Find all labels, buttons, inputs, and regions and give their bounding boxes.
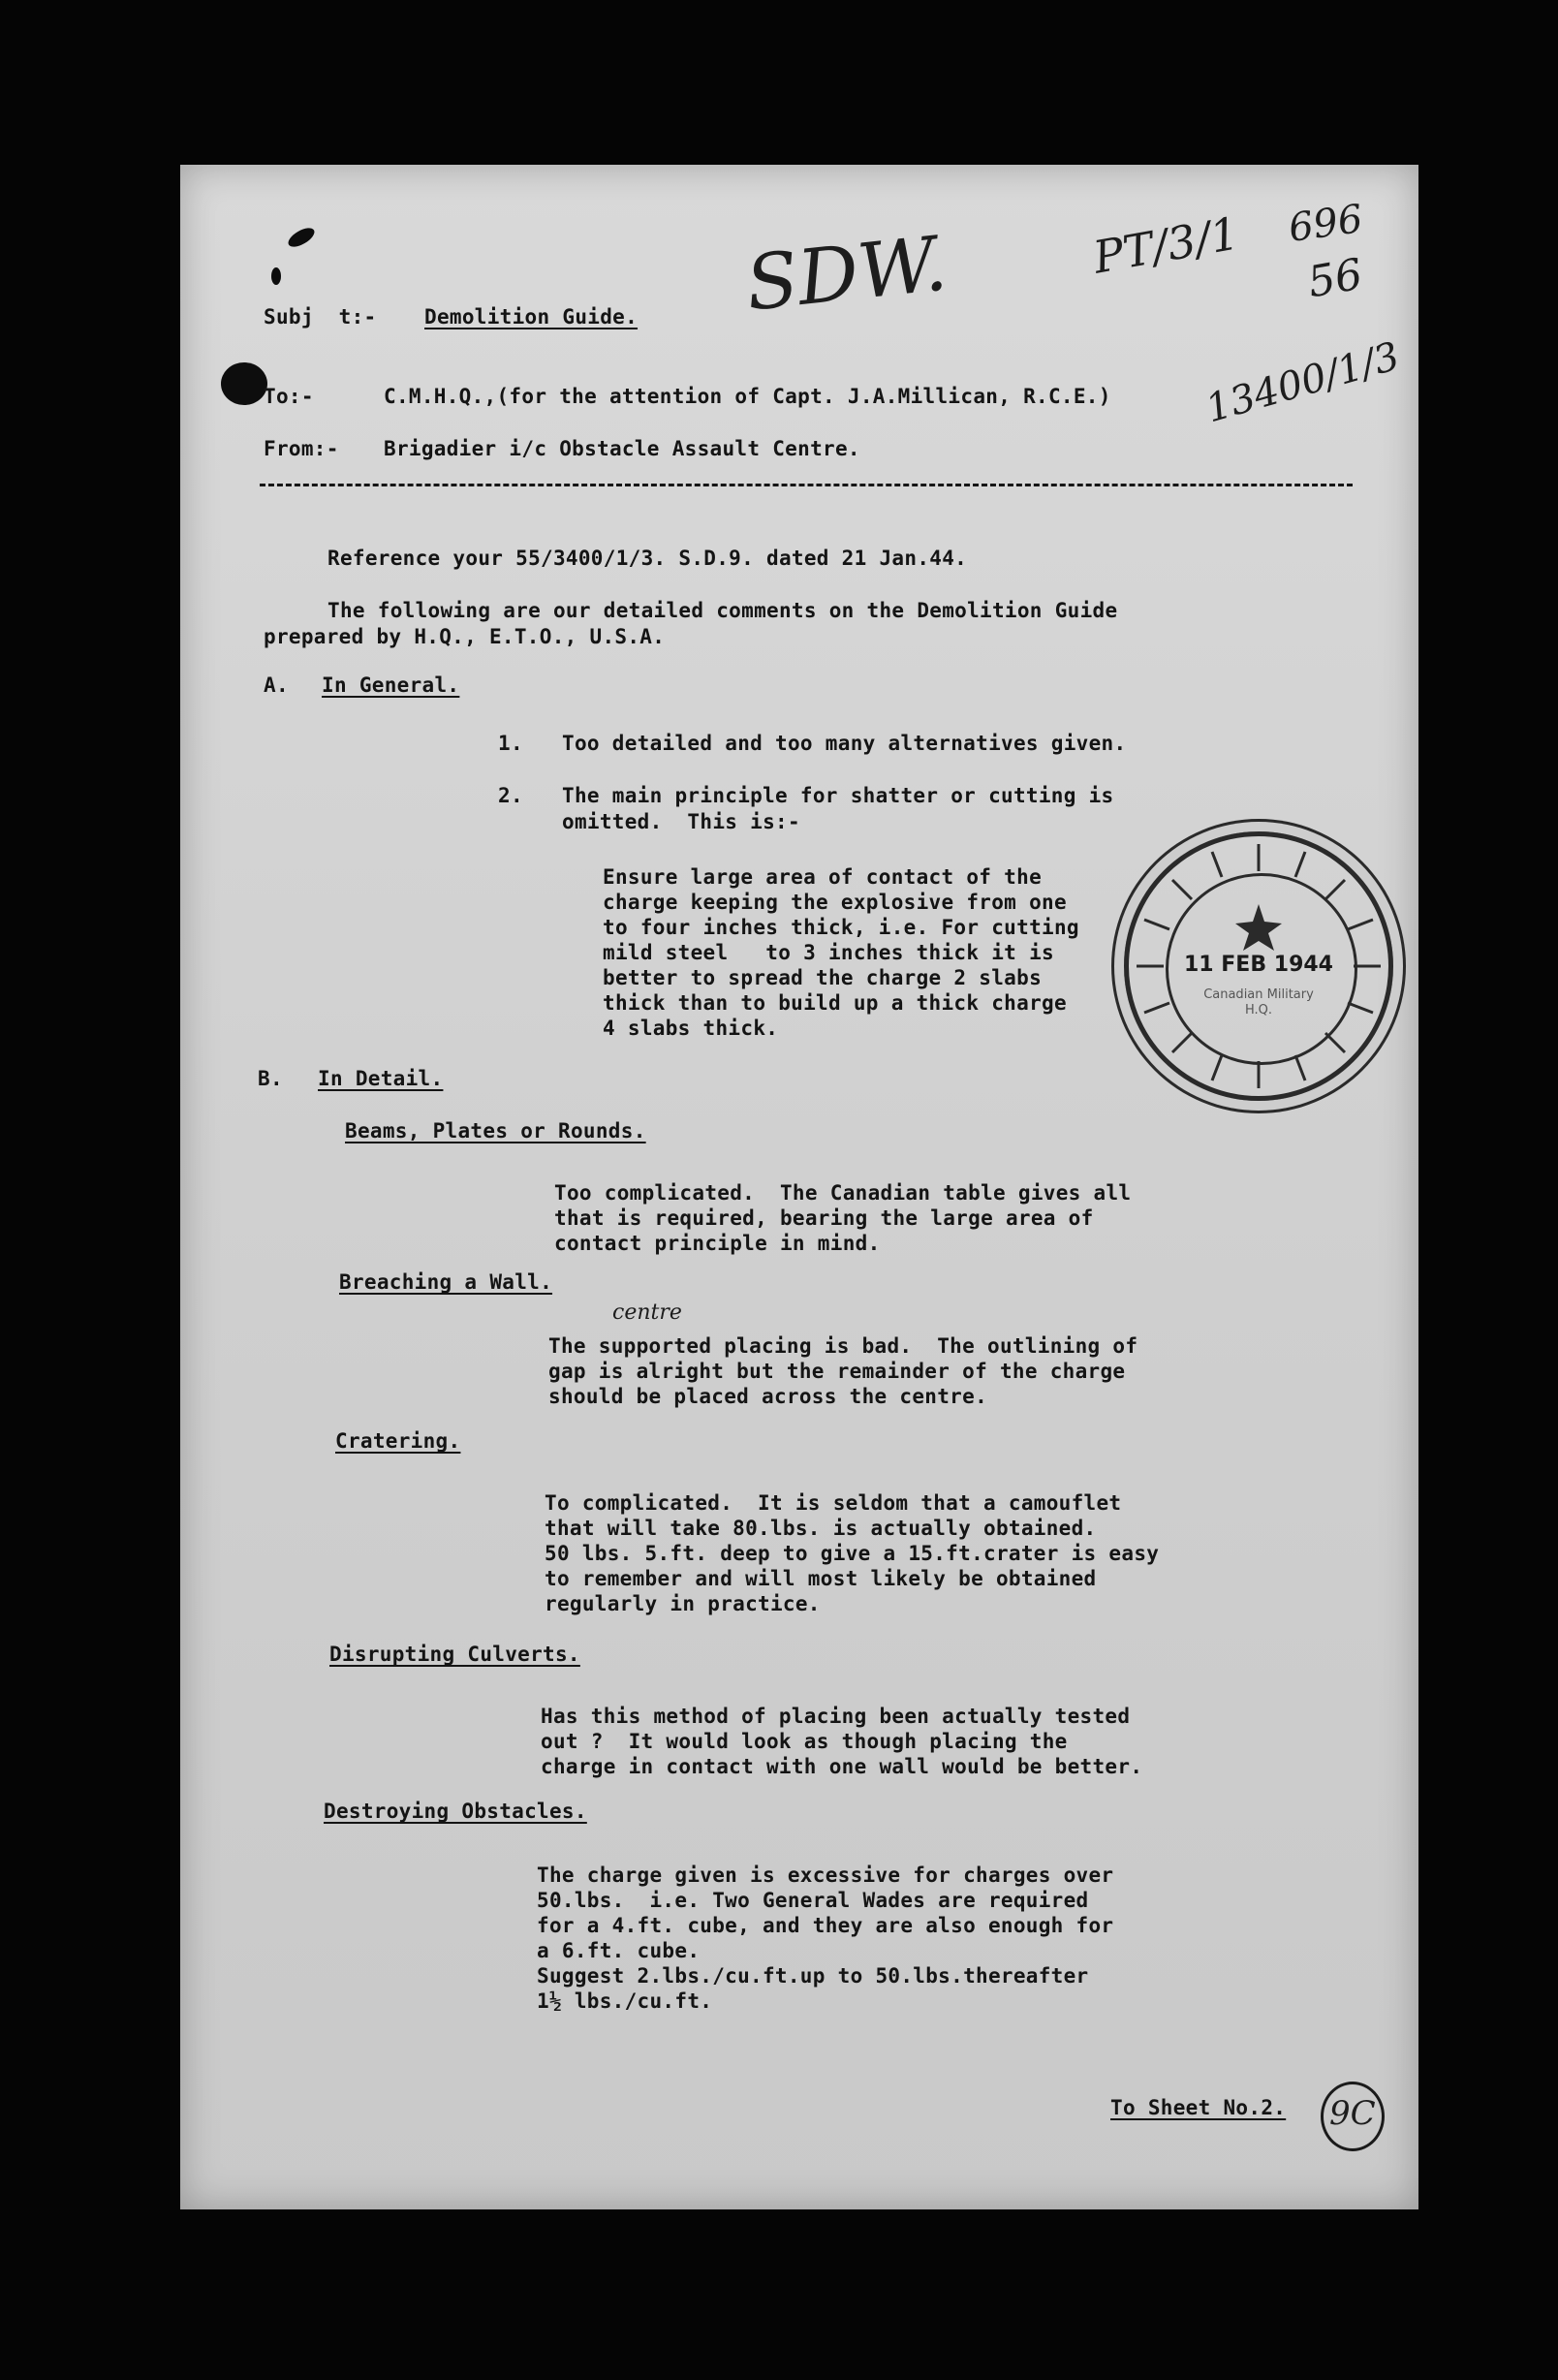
- stamp-text: Canadian Military H.Q.: [1203, 987, 1314, 1018]
- ink-mark: [271, 267, 281, 285]
- page-mark-circle: [1321, 2082, 1385, 2151]
- handwritten-file-ref: PT/3/1: [1089, 206, 1243, 284]
- item-1-text: Too detailed and too many alternatives given.: [562, 732, 1127, 755]
- entry-cratering-line-2: that will take 80.lbs. is actually obtained.: [545, 1517, 1097, 1540]
- date-stamp: [1124, 831, 1393, 1101]
- subject-label: Subj t:-: [264, 305, 377, 329]
- entry-breaching-line-2: gap is alright but the remainder of the charge: [548, 1360, 1126, 1383]
- handwritten-side-ref: 13400/1/3: [1200, 333, 1405, 432]
- entry-cratering-line-3: 50 lbs. 5.ft. deep to give a 15.ft.crater is easy: [545, 1542, 1160, 1565]
- principle-line-2: charge keeping the explosive from one: [603, 891, 1067, 914]
- entry-culverts-line-2: out ? It would look as though placing the: [541, 1730, 1068, 1753]
- section-b-title: In Detail.: [318, 1067, 444, 1090]
- item-2-text-line-2: omitted. This is:-: [562, 810, 800, 833]
- entry-cratering-line-1: To complicated. It is seldom that a camouflet: [545, 1491, 1122, 1515]
- entry-beams-line-1: Too complicated. The Canadian table gives all: [554, 1181, 1132, 1205]
- header-divider: [260, 484, 1353, 486]
- handwritten-insert-word: centre: [612, 1300, 682, 1325]
- section-b-letter: B.: [258, 1067, 283, 1090]
- principle-line-4: mild steel to 3 inches thick it is: [603, 941, 1054, 964]
- section-a-title: In General.: [322, 673, 460, 697]
- from-label: From:-: [264, 437, 339, 460]
- intro-line-1: The following are our detailed comments on the Demolition Guide: [327, 599, 1118, 622]
- to-label: To:-: [264, 385, 314, 408]
- entry-cratering-line-4: to remember and will most likely be obtained: [545, 1567, 1097, 1590]
- section-a-letter: A.: [264, 673, 289, 697]
- entry-heading-culverts: Disrupting Culverts.: [329, 1643, 580, 1666]
- principle-line-3: to four inches thick, i.e. For cutting: [603, 916, 1079, 939]
- entry-obstacles-line-4: a 6.ft. cube.: [537, 1939, 701, 1962]
- item-2-number: 2.: [498, 784, 523, 807]
- subject-value: Demolition Guide.: [424, 305, 639, 329]
- item-1-number: 1.: [498, 732, 523, 755]
- reference-line: Reference your 55/3400/1/3. S.D.9. dated 21 Jan.44.: [327, 547, 968, 570]
- principle-line-1: Ensure large area of contact of the: [603, 865, 1043, 889]
- entry-heading-obstacles: Destroying Obstacles.: [324, 1800, 587, 1823]
- intro-line-2: prepared by H.Q., E.T.O., U.S.A.: [264, 625, 666, 648]
- entry-breaching-line-1: The supported placing is bad. The outlining of: [548, 1334, 1138, 1358]
- handwritten-number-second: 56: [1303, 249, 1367, 308]
- entry-heading-breaching: Breaching a Wall.: [339, 1270, 553, 1294]
- entry-obstacles-line-5: Suggest 2.lbs./cu.ft.up to 50.lbs.thereafter: [537, 1964, 1089, 1988]
- entry-obstacles-line-3: for a 4.ft. cube, and they are also enough for: [537, 1914, 1114, 1937]
- to-value: C.M.H.Q.,(for the attention of Capt. J.A.Millican, R.C.E.): [384, 385, 1111, 408]
- principle-line-6: thick than to build up a thick charge: [603, 991, 1067, 1015]
- entry-beams-line-3: contact principle in mind.: [554, 1232, 881, 1255]
- entry-obstacles-line-6: 1½ lbs./cu.ft.: [537, 1989, 713, 2013]
- entry-heading-cratering: Cratering.: [335, 1429, 461, 1453]
- continuation-note: To Sheet No.2.: [1110, 2096, 1287, 2119]
- ink-blot: [221, 362, 267, 405]
- handwritten-number-top: 696: [1286, 196, 1366, 252]
- page-mark: 9C: [1329, 2094, 1376, 2133]
- entry-heading-beams: Beams, Plates or Rounds.: [345, 1119, 646, 1143]
- principle-line-7: 4 slabs thick.: [603, 1017, 779, 1040]
- principle-line-5: better to spread the charge 2 slabs: [603, 966, 1043, 989]
- entry-breaching-line-3: should be placed across the centre.: [548, 1385, 988, 1408]
- entry-beams-line-2: that is required, bearing the large area of: [554, 1206, 1094, 1230]
- handwritten-initials: SDW.: [741, 220, 951, 329]
- entry-obstacles-line-2: 50.lbs. i.e. Two General Wades are required: [537, 1889, 1089, 1912]
- from-value: Brigadier i/c Obstacle Assault Centre.: [384, 437, 860, 460]
- entry-cratering-line-5: regularly in practice.: [545, 1592, 821, 1615]
- entry-culverts-line-3: charge in contact with one wall would be better.: [541, 1755, 1143, 1778]
- entry-obstacles-line-1: The charge given is excessive for charges over: [537, 1863, 1114, 1887]
- entry-culverts-line-1: Has this method of placing been actually tested: [541, 1705, 1131, 1728]
- stamp-date: 11 FEB 1944: [1184, 953, 1333, 977]
- item-2-text-line-1: The main principle for shatter or cutting is: [562, 784, 1114, 807]
